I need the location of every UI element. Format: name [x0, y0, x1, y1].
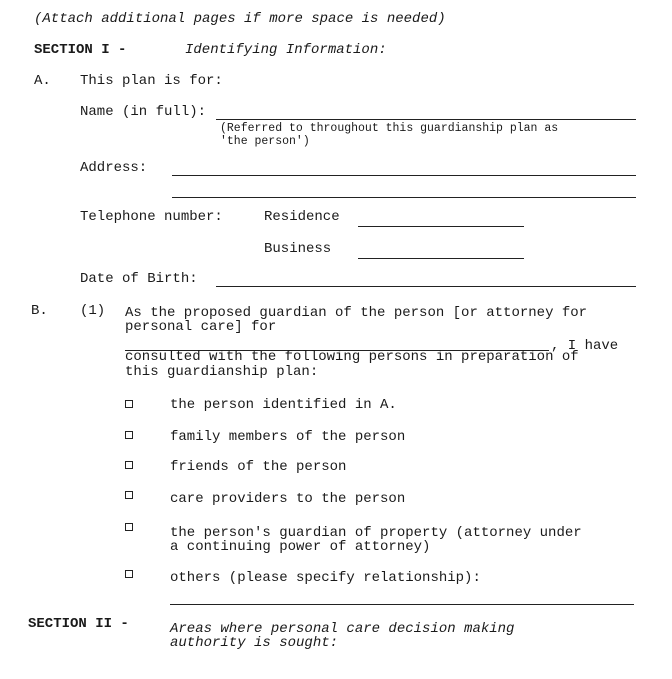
- name-note-line-2: 'the person'): [220, 135, 310, 148]
- address-field-line-1[interactable]: [172, 175, 636, 176]
- name-label: Name (in full):: [80, 104, 207, 120]
- address-label: Address:: [80, 160, 148, 176]
- option-others-label: others (please specify relationship):: [170, 570, 481, 586]
- dob-field-line[interactable]: [216, 286, 636, 287]
- part-b-line-2: personal care] for: [125, 319, 277, 335]
- part-a-intro: This plan is for:: [80, 73, 223, 89]
- option-family-checkbox[interactable]: [125, 431, 133, 439]
- section-2-title-line-2: authority is sought:: [170, 635, 339, 651]
- part-b-number: (1): [80, 303, 106, 319]
- part-a-letter: A.: [34, 73, 51, 89]
- option-person-checkbox[interactable]: [125, 400, 133, 408]
- part-b-line-5: this guardianship plan:: [125, 364, 319, 380]
- section-1-title: Identifying Information:: [185, 42, 387, 58]
- option-friends-label: friends of the person: [170, 459, 347, 475]
- others-specify-line[interactable]: [170, 604, 634, 605]
- name-field-line[interactable]: [216, 119, 636, 120]
- part-b-line-4: consulted with the following persons in preparation of: [125, 349, 579, 365]
- residence-label: Residence: [264, 209, 340, 225]
- option-guardian-property-checkbox[interactable]: [125, 523, 133, 531]
- option-family-label: family members of the person: [170, 429, 406, 445]
- header-note: (Attach additional pages if more space is needed): [34, 11, 446, 27]
- option-care-providers-checkbox[interactable]: [125, 491, 133, 499]
- name-note-line-1: (Referred to throughout this guardianship plan as: [220, 122, 559, 135]
- option-guardian-property-label-2: a continuing power of attorney): [170, 539, 431, 555]
- dob-label: Date of Birth:: [80, 271, 198, 287]
- telephone-label: Telephone number:: [80, 209, 223, 225]
- part-b-letter: B.: [31, 303, 48, 319]
- option-friends-checkbox[interactable]: [125, 461, 133, 469]
- business-phone-line[interactable]: [358, 258, 524, 259]
- section-2-title-line-1: Areas where personal care decision making: [170, 621, 515, 637]
- option-care-providers-label: care providers to the person: [170, 491, 406, 507]
- part-b-line-3-suffix: , I have: [551, 338, 619, 354]
- address-field-line-2[interactable]: [172, 197, 636, 198]
- option-guardian-property-label-1: the person's guardian of property (attorney under: [170, 525, 582, 541]
- business-label: Business: [264, 241, 332, 257]
- residence-phone-line[interactable]: [358, 226, 524, 227]
- option-others-checkbox[interactable]: [125, 570, 133, 578]
- part-b-line-1: As the proposed guardian of the person [or attorney for: [125, 305, 588, 321]
- option-person-label: the person identified in A.: [170, 397, 397, 413]
- section-1-heading: SECTION I -: [34, 42, 127, 58]
- section-2-heading: SECTION II -: [28, 616, 129, 632]
